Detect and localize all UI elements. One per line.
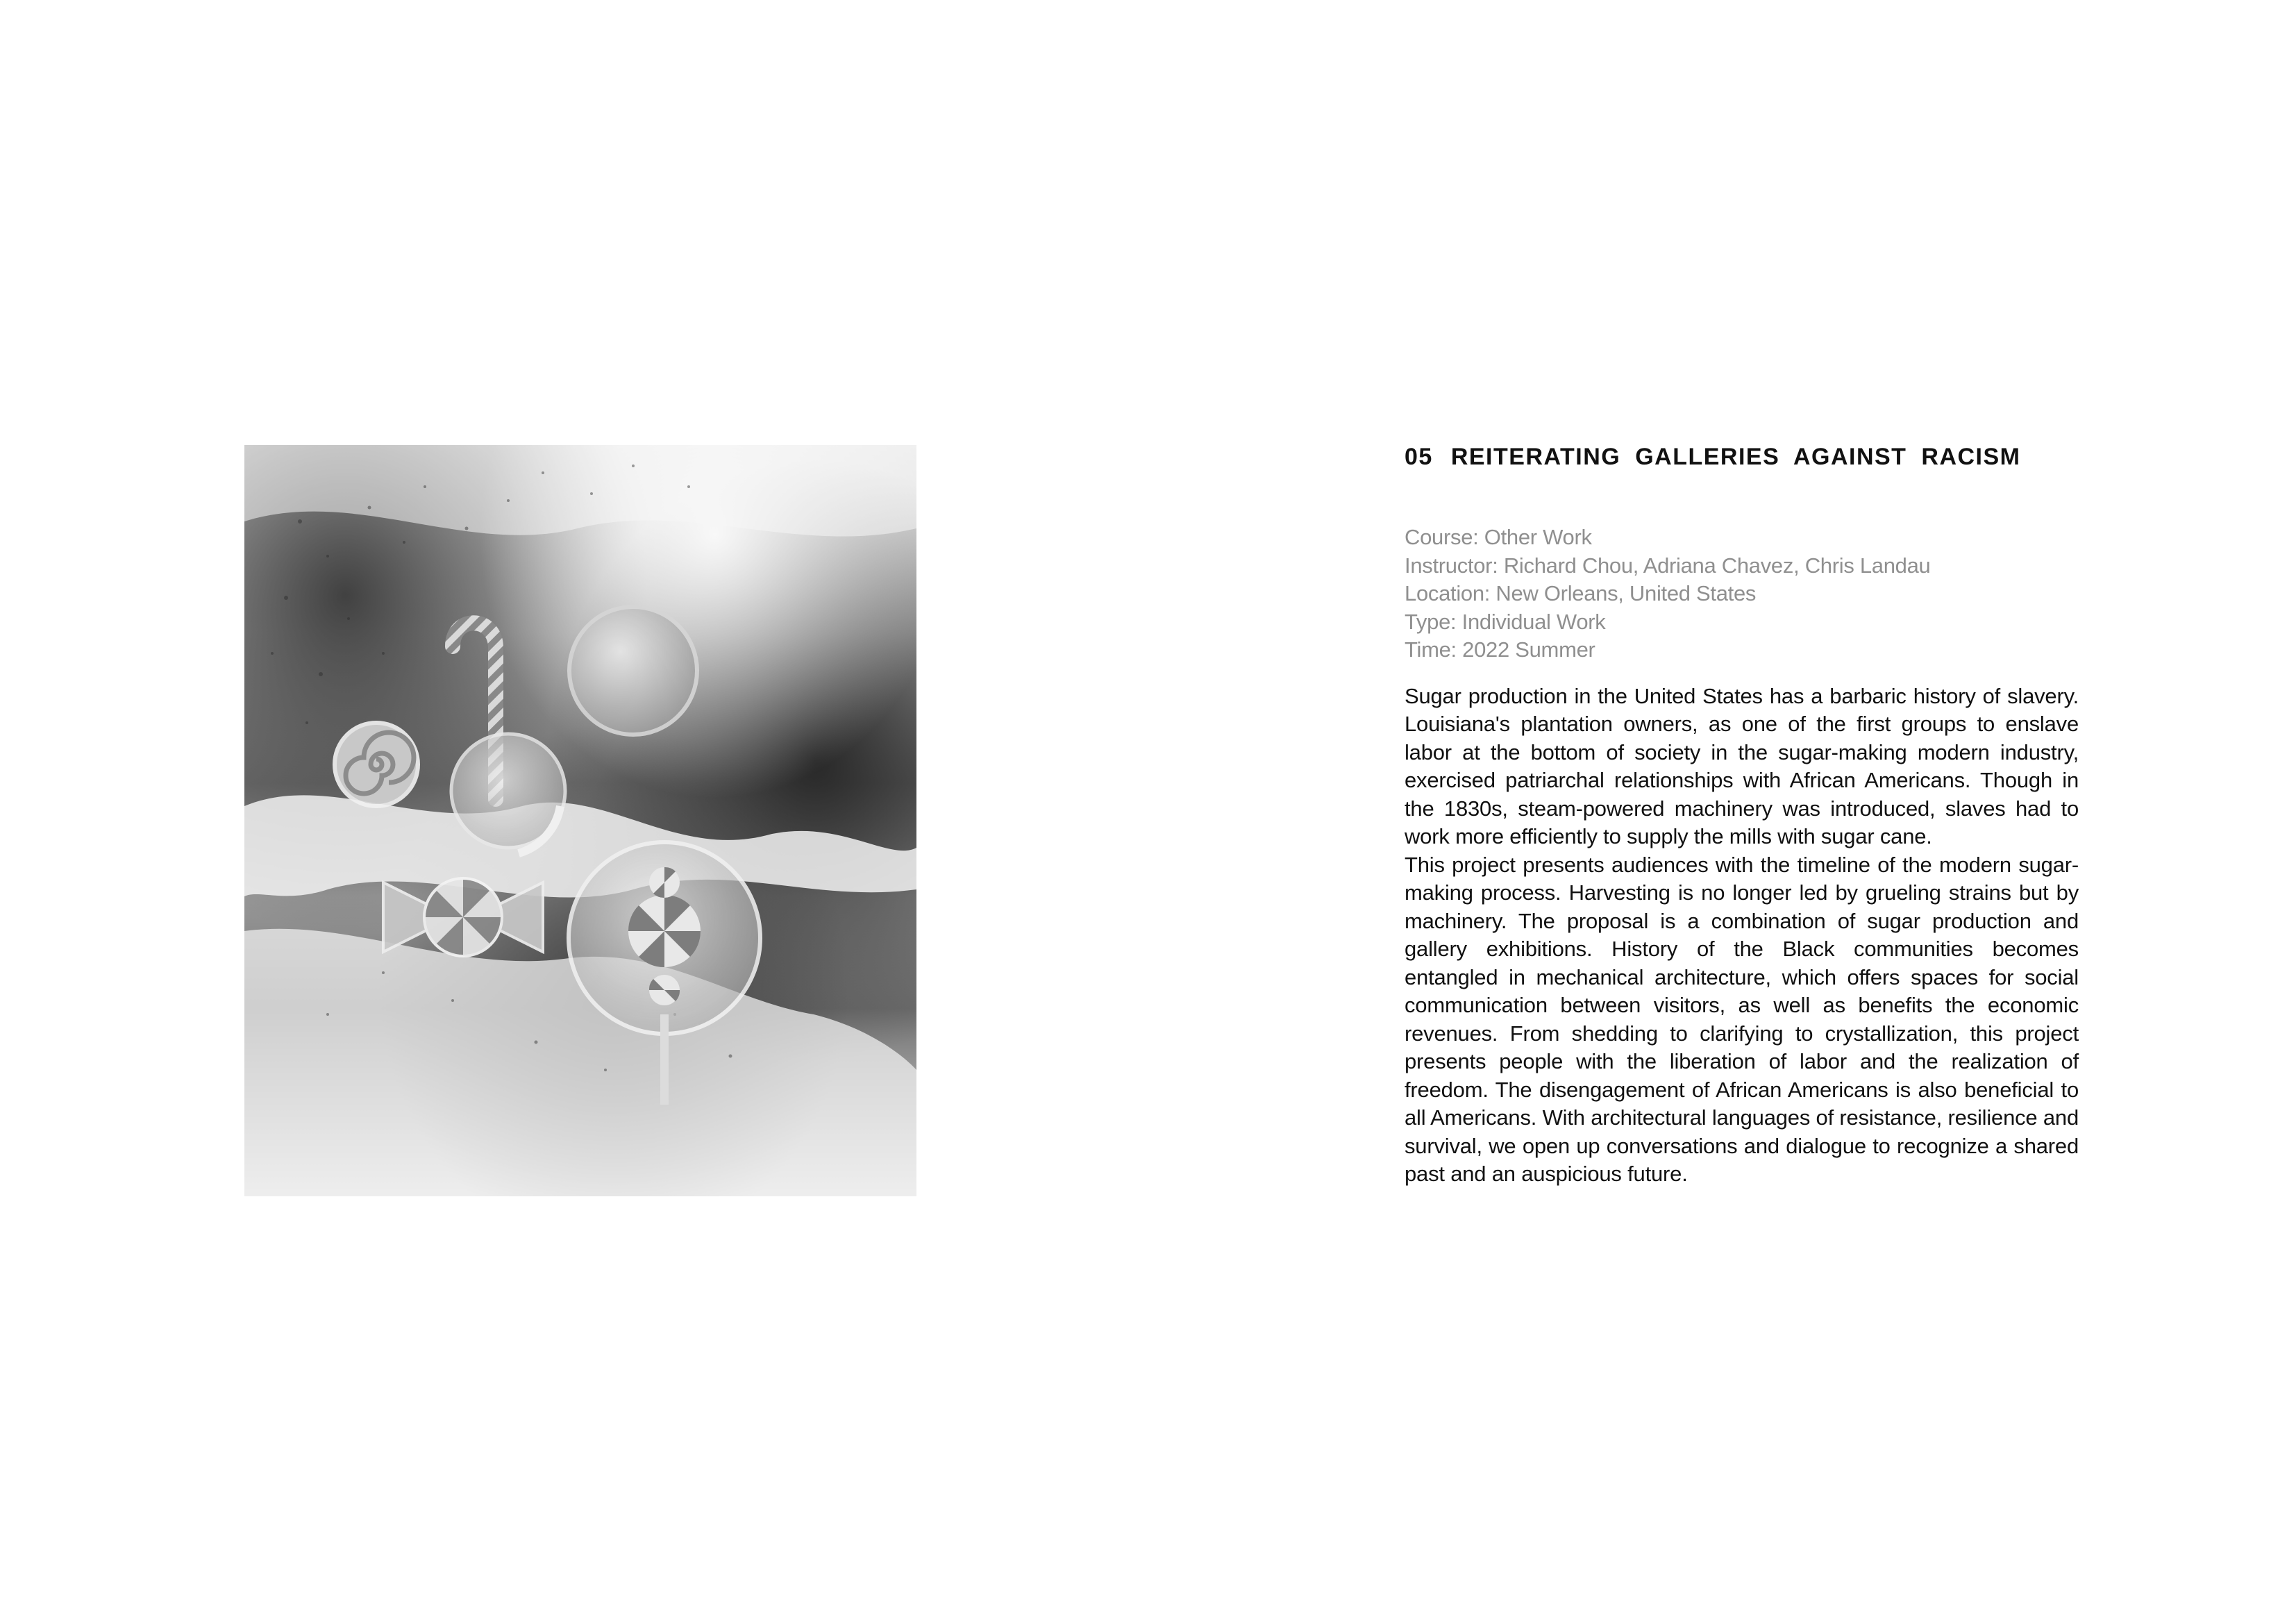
project-text-column xyxy=(1405,440,2079,1189)
project-title-text: REITERATING GALLERIES AGAINST RACISM xyxy=(1450,444,2021,470)
project-description xyxy=(1405,683,2079,1189)
description-paragraph-2: This project presents audiences with the timeline of the modern sugar-making process. Harvesting is no longer led by grueling strains but by machinery. The proposal is a combination of sugar production and gallery exhibitions. History of the Black communities becomes entangled in mechanical architecture, which offers spaces for social communication between visitors, as well as benefits the economic revenues. From shedding to clarifying to crystallization, this project presents people with the liberation of labor and the realization of freedom. The disengagement of African Americans is also beneficial to all Americans. With architectural languages of resistance, resilience and survival, we open up conversations and dialogue to recognize a shared past and an auspicious future. xyxy=(1405,852,2079,1186)
meta-type: Type: Individual Work xyxy=(1405,609,1606,634)
meta-instructor: Instructor: Richard Chou, Adriana Chavez, Chris Landau xyxy=(1405,553,1931,578)
project-title xyxy=(1405,440,2079,474)
description-paragraph-1: Sugar production in the United States has a barbaric history of slavery. Louisiana's plantation owners, as one of the first groups to enslave labor at the bottom of society in the sugar-making modern industry, exercised patriarchal relationships with African Americans. Though in the 1830s, steam-powered machinery was introduced, slaves had to work more efficiently to supply the mills with sugar cane. xyxy=(1405,683,2079,848)
project-meta xyxy=(1405,524,2079,664)
meta-time: Time: 2022 Summer xyxy=(1405,637,1595,662)
meta-location: Location: New Orleans, United States xyxy=(1405,581,1757,605)
project-artwork xyxy=(244,445,916,1196)
project-number: 05 xyxy=(1405,444,1433,470)
meta-course: Course: Other Work xyxy=(1405,525,1592,549)
